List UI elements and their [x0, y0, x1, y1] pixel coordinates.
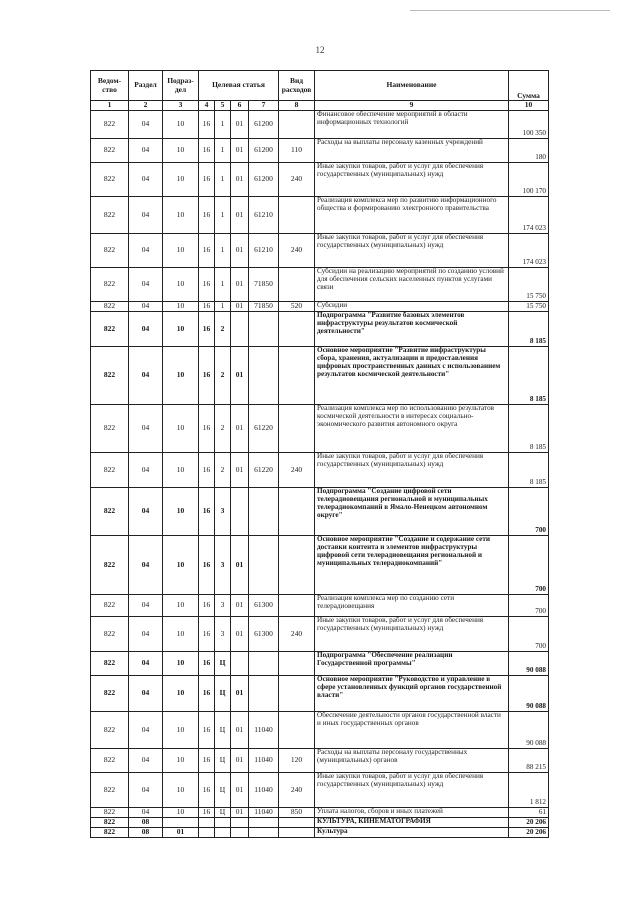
col-number: 1 [91, 101, 129, 111]
table-row [91, 828, 549, 838]
event-code: 01 [231, 197, 249, 234]
event-code: 01 [231, 536, 249, 595]
section-code: 04 [129, 676, 163, 712]
subprogram-code: 1 [215, 234, 231, 268]
event-code: 01 [231, 773, 249, 808]
dept-code: 822 [91, 712, 129, 749]
subprogram-code: Ц [215, 808, 231, 818]
program-code: 16 [199, 163, 215, 197]
direction-code: 11040 [249, 712, 279, 749]
dept-code: 822 [91, 808, 129, 818]
dept-code: 822 [91, 453, 129, 488]
program-code: 16 [199, 652, 215, 676]
subsection-code: 10 [163, 749, 199, 773]
item-sum: 15 750 [509, 268, 549, 302]
item-sum: 1 812 [509, 773, 549, 808]
col-number: 7 [249, 101, 279, 111]
expense-type: 240 [279, 617, 315, 652]
event-code: 01 [231, 302, 249, 312]
program-code: 16 [199, 234, 215, 268]
direction-code: 61200 [249, 139, 279, 163]
subsection-code: 10 [163, 234, 199, 268]
table-row [91, 749, 549, 773]
item-sum: 174 023 [509, 234, 549, 268]
event-code: 01 [231, 712, 249, 749]
subprogram-code: 3 [215, 595, 231, 617]
header-dept: Ведом-ство [91, 71, 129, 101]
event-code [231, 312, 249, 347]
program-code: 16 [199, 712, 215, 749]
item-name: Реализация комплекса мер по использованию результатов космической деятельности в интересах социально-экономического развития автономного округа [315, 405, 509, 453]
item-sum: 90 088 [509, 652, 549, 676]
program-code: 16 [199, 676, 215, 712]
subsection-code: 10 [163, 347, 199, 405]
item-sum: 700 [509, 536, 549, 595]
section-code: 04 [129, 773, 163, 808]
direction-code: 61300 [249, 595, 279, 617]
subsection-code: 10 [163, 617, 199, 652]
program-code: 16 [199, 773, 215, 808]
program-code [199, 828, 215, 838]
col-number: 10 [509, 101, 549, 111]
program-code: 16 [199, 453, 215, 488]
program-code: 16 [199, 312, 215, 347]
expense-type: 240 [279, 163, 315, 197]
dept-code: 822 [91, 347, 129, 405]
program-code [199, 818, 215, 828]
dept-code: 822 [91, 828, 129, 838]
program-code: 16 [199, 111, 215, 139]
subprogram-code [215, 828, 231, 838]
subsection-code: 10 [163, 712, 199, 749]
col-number: 3 [163, 101, 199, 111]
item-name: Реализация комплекса мер по развитию информационного общества и формированию электронного правительства [315, 197, 509, 234]
item-name: Уплата налогов, сборов и иных платежей [315, 808, 509, 818]
item-name: Расходы на выплаты персоналу государственных (муниципальных) органов [315, 749, 509, 773]
section-code: 04 [129, 234, 163, 268]
expense-type [279, 828, 315, 838]
subprogram-code: 1 [215, 268, 231, 302]
item-name: Субсидии [315, 302, 509, 312]
subsection-code: 10 [163, 808, 199, 818]
item-sum: 61 [509, 808, 549, 818]
program-code: 16 [199, 139, 215, 163]
direction-code [249, 818, 279, 828]
table-row [91, 808, 549, 818]
item-name: Обеспечение деятельности органов государственной власти и иных государственных органов [315, 712, 509, 749]
event-code: 01 [231, 405, 249, 453]
event-code [231, 652, 249, 676]
subprogram-code: Ц [215, 749, 231, 773]
subsection-code: 01 [163, 828, 199, 838]
col-number: 4 [199, 101, 215, 111]
direction-code [249, 312, 279, 347]
subsection-code: 10 [163, 676, 199, 712]
item-sum: 20 206 [509, 818, 549, 828]
expense-type [279, 818, 315, 828]
dept-code: 822 [91, 488, 129, 536]
table-row [91, 234, 549, 268]
section-code: 04 [129, 652, 163, 676]
table-row [91, 617, 549, 652]
dept-code: 822 [91, 302, 129, 312]
item-sum: 700 [509, 595, 549, 617]
expense-type [279, 268, 315, 302]
item-sum: 8 185 [509, 405, 549, 453]
section-code: 04 [129, 595, 163, 617]
section-code: 04 [129, 453, 163, 488]
section-code: 04 [129, 312, 163, 347]
col-number: 8 [279, 101, 315, 111]
dept-code: 822 [91, 676, 129, 712]
program-code: 16 [199, 197, 215, 234]
event-code: 01 [231, 808, 249, 818]
subprogram-code: 2 [215, 405, 231, 453]
dept-code: 822 [91, 268, 129, 302]
table-row [91, 302, 549, 312]
dept-code: 822 [91, 652, 129, 676]
program-code: 16 [199, 488, 215, 536]
subprogram-code: 1 [215, 163, 231, 197]
header-name: Наименование [315, 71, 509, 101]
expense-type: 520 [279, 302, 315, 312]
direction-code: 61200 [249, 111, 279, 139]
header-sum-label: Сумма [517, 90, 540, 100]
subprogram-code [215, 818, 231, 828]
direction-code: 71850 [249, 268, 279, 302]
expense-type: 120 [279, 749, 315, 773]
item-name: Подпрограмма "Развитие базовых элементов инфраструктуры результатов космической деятельности" [315, 312, 509, 347]
column-number-row [91, 101, 549, 111]
program-code: 16 [199, 302, 215, 312]
event-code: 01 [231, 111, 249, 139]
direction-code [249, 652, 279, 676]
item-sum: 8 185 [509, 347, 549, 405]
item-sum: 180 [509, 139, 549, 163]
dept-code: 822 [91, 163, 129, 197]
expense-type: 110 [279, 139, 315, 163]
program-code: 16 [199, 268, 215, 302]
expense-type [279, 405, 315, 453]
event-code: 01 [231, 595, 249, 617]
item-name: Иные закупки товаров, работ и услуг для обеспечения государственных (муниципальных) нужд [315, 617, 509, 652]
event-code: 01 [231, 234, 249, 268]
item-name: Расходы на выплаты персоналу казенных учреждений [315, 139, 509, 163]
item-name: Иные закупки товаров, работ и услуг для обеспечения государственных (муниципальных) нужд [315, 163, 509, 197]
dept-code: 822 [91, 749, 129, 773]
direction-code [249, 536, 279, 595]
item-sum: 90 088 [509, 712, 549, 749]
expense-type [279, 595, 315, 617]
program-code: 16 [199, 347, 215, 405]
expense-type [279, 676, 315, 712]
col-number: 5 [215, 101, 231, 111]
section-code: 04 [129, 405, 163, 453]
direction-code [249, 347, 279, 405]
table-row [91, 488, 549, 536]
table-body [91, 111, 549, 838]
item-sum: 15 750 [509, 302, 549, 312]
direction-code: 61220 [249, 453, 279, 488]
table-row [91, 312, 549, 347]
subprogram-code: Ц [215, 773, 231, 808]
dept-code: 822 [91, 197, 129, 234]
item-name: Культура [315, 828, 509, 838]
expense-type [279, 111, 315, 139]
dept-code: 822 [91, 139, 129, 163]
table-row [91, 712, 549, 749]
budget-table [90, 70, 549, 838]
event-code: 01 [231, 676, 249, 712]
expense-type: 240 [279, 453, 315, 488]
event-code: 01 [231, 268, 249, 302]
item-name: Иные закупки товаров, работ и услуг для обеспечения государственных (муниципальных) нужд [315, 234, 509, 268]
item-name: Иные закупки товаров, работ и услуг для обеспечения государственных (муниципальных) нужд [315, 453, 509, 488]
table-row [91, 197, 549, 234]
table-row [91, 676, 549, 712]
item-sum: 100 350 [509, 111, 549, 139]
table-row [91, 595, 549, 617]
direction-code: 11040 [249, 773, 279, 808]
table-row [91, 268, 549, 302]
program-code: 16 [199, 749, 215, 773]
table-row [91, 347, 549, 405]
event-code: 01 [231, 749, 249, 773]
expense-type [279, 488, 315, 536]
item-name: КУЛЬТУРА, КИНЕМАТОГРАФИЯ [315, 818, 509, 828]
direction-code [249, 676, 279, 712]
section-code: 04 [129, 808, 163, 818]
direction-code: 61210 [249, 234, 279, 268]
direction-code [249, 828, 279, 838]
subsection-code [163, 818, 199, 828]
subprogram-code: 3 [215, 536, 231, 595]
dept-code: 822 [91, 773, 129, 808]
header-exp-type: Вид расходов [279, 71, 315, 101]
table-row [91, 163, 549, 197]
header-subsection: Подраз-дел [163, 71, 199, 101]
item-name: Подпрограмма "Создание цифровой сети телерадиовещания региональной и муниципальных телерадиокомпаний в Ямало-Ненецком автономном округе" [315, 488, 509, 536]
program-code: 16 [199, 617, 215, 652]
header-sum [509, 71, 549, 101]
expense-type [279, 712, 315, 749]
section-code: 04 [129, 197, 163, 234]
page-number: 12 [315, 45, 325, 55]
item-name: Реализация комплекса мер по созданию сети телерадиовещания [315, 595, 509, 617]
event-code: 01 [231, 617, 249, 652]
table-row [91, 139, 549, 163]
col-number: 6 [231, 101, 249, 111]
header-target: Целевая статья [199, 71, 279, 101]
dept-code: 822 [91, 818, 129, 828]
expense-type [279, 197, 315, 234]
direction-code [249, 488, 279, 536]
section-code: 04 [129, 712, 163, 749]
section-code: 04 [129, 536, 163, 595]
section-code: 04 [129, 163, 163, 197]
dept-code: 822 [91, 405, 129, 453]
item-sum: 700 [509, 617, 549, 652]
direction-code: 11040 [249, 749, 279, 773]
expense-type: 850 [279, 808, 315, 818]
subprogram-code: 1 [215, 197, 231, 234]
col-number: 2 [129, 101, 163, 111]
dept-code: 822 [91, 595, 129, 617]
section-code: 04 [129, 268, 163, 302]
subsection-code: 10 [163, 652, 199, 676]
event-code [231, 818, 249, 828]
subprogram-code: 1 [215, 302, 231, 312]
expense-type [279, 347, 315, 405]
item-name: Подпрограмма "Обеспечение реализации Государственной программы" [315, 652, 509, 676]
item-sum: 90 088 [509, 676, 549, 712]
subsection-code: 10 [163, 163, 199, 197]
section-code: 08 [129, 818, 163, 828]
direction-code: 71850 [249, 302, 279, 312]
expense-type: 240 [279, 773, 315, 808]
section-code: 08 [129, 828, 163, 838]
subprogram-code: Ц [215, 676, 231, 712]
item-sum: 8 185 [509, 312, 549, 347]
section-code: 04 [129, 617, 163, 652]
subsection-code: 10 [163, 595, 199, 617]
subprogram-code: 3 [215, 488, 231, 536]
direction-code: 61220 [249, 405, 279, 453]
dept-code: 822 [91, 111, 129, 139]
subprogram-code: Ц [215, 652, 231, 676]
table-row [91, 818, 549, 828]
subprogram-code: 2 [215, 347, 231, 405]
subsection-code: 10 [163, 111, 199, 139]
item-name: Иные закупки товаров, работ и услуг для обеспечения государственных (муниципальных) нужд [315, 773, 509, 808]
expense-type [279, 536, 315, 595]
event-code: 01 [231, 347, 249, 405]
subsection-code: 10 [163, 197, 199, 234]
expense-type: 240 [279, 234, 315, 268]
subsection-code: 10 [163, 536, 199, 595]
top-rule [410, 10, 610, 11]
dept-code: 822 [91, 234, 129, 268]
table-row [91, 536, 549, 595]
item-sum: 100 170 [509, 163, 549, 197]
table-row [91, 405, 549, 453]
dept-code: 822 [91, 536, 129, 595]
subprogram-code: 2 [215, 312, 231, 347]
direction-code: 61200 [249, 163, 279, 197]
item-sum: 88 215 [509, 749, 549, 773]
section-code: 04 [129, 749, 163, 773]
table-row [91, 773, 549, 808]
subsection-code: 10 [163, 302, 199, 312]
subprogram-code: 1 [215, 111, 231, 139]
event-code: 01 [231, 139, 249, 163]
expense-type [279, 312, 315, 347]
event-code [231, 488, 249, 536]
subprogram-code: 2 [215, 453, 231, 488]
section-code: 04 [129, 111, 163, 139]
section-code: 04 [129, 139, 163, 163]
direction-code: 11040 [249, 808, 279, 818]
item-name: Основное мероприятие "Развитие инфраструктуры сбора, хранения, актуализации и предоставления цифровых пространственных данных с использованием результатов космической деятельности" [315, 347, 509, 405]
section-code: 04 [129, 347, 163, 405]
item-sum: 8 185 [509, 453, 549, 488]
program-code: 16 [199, 405, 215, 453]
subsection-code: 10 [163, 268, 199, 302]
subsection-code: 10 [163, 773, 199, 808]
direction-code: 61300 [249, 617, 279, 652]
program-code: 16 [199, 808, 215, 818]
table-row [91, 111, 549, 139]
item-sum: 700 [509, 488, 549, 536]
program-code: 16 [199, 536, 215, 595]
item-name: Основное мероприятие "Создание и содержание сети доставки контента и элементов инфраструктуры цифровой сети телерадиовещания региональной и муниципальных телерадиокомпаний" [315, 536, 509, 595]
section-code: 04 [129, 488, 163, 536]
subsection-code: 10 [163, 453, 199, 488]
header-row [91, 71, 549, 101]
event-code [231, 828, 249, 838]
expense-type [279, 652, 315, 676]
item-sum: 174 023 [509, 197, 549, 234]
section-code: 04 [129, 302, 163, 312]
subsection-code: 10 [163, 312, 199, 347]
subsection-code: 10 [163, 139, 199, 163]
subprogram-code: 3 [215, 617, 231, 652]
subsection-code: 10 [163, 405, 199, 453]
subprogram-code: 1 [215, 139, 231, 163]
direction-code: 61210 [249, 197, 279, 234]
item-sum: 20 206 [509, 828, 549, 838]
dept-code: 822 [91, 312, 129, 347]
subsection-code: 10 [163, 488, 199, 536]
dept-code: 822 [91, 617, 129, 652]
subprogram-code: Ц [215, 712, 231, 749]
item-name: Субсидии на реализацию мероприятий по созданию условий для обеспечения сельских населенных пунктов услугами связи [315, 268, 509, 302]
item-name: Основное мероприятие "Руководство и управление в сфере установленных функций органов государственной власти" [315, 676, 509, 712]
event-code: 01 [231, 453, 249, 488]
program-code: 16 [199, 595, 215, 617]
col-number: 9 [315, 101, 509, 111]
item-name: Финансовое обеспечение мероприятий в области информационных технологий [315, 111, 509, 139]
header-section: Раздел [129, 71, 163, 101]
event-code: 01 [231, 163, 249, 197]
table-row [91, 652, 549, 676]
table-row [91, 453, 549, 488]
